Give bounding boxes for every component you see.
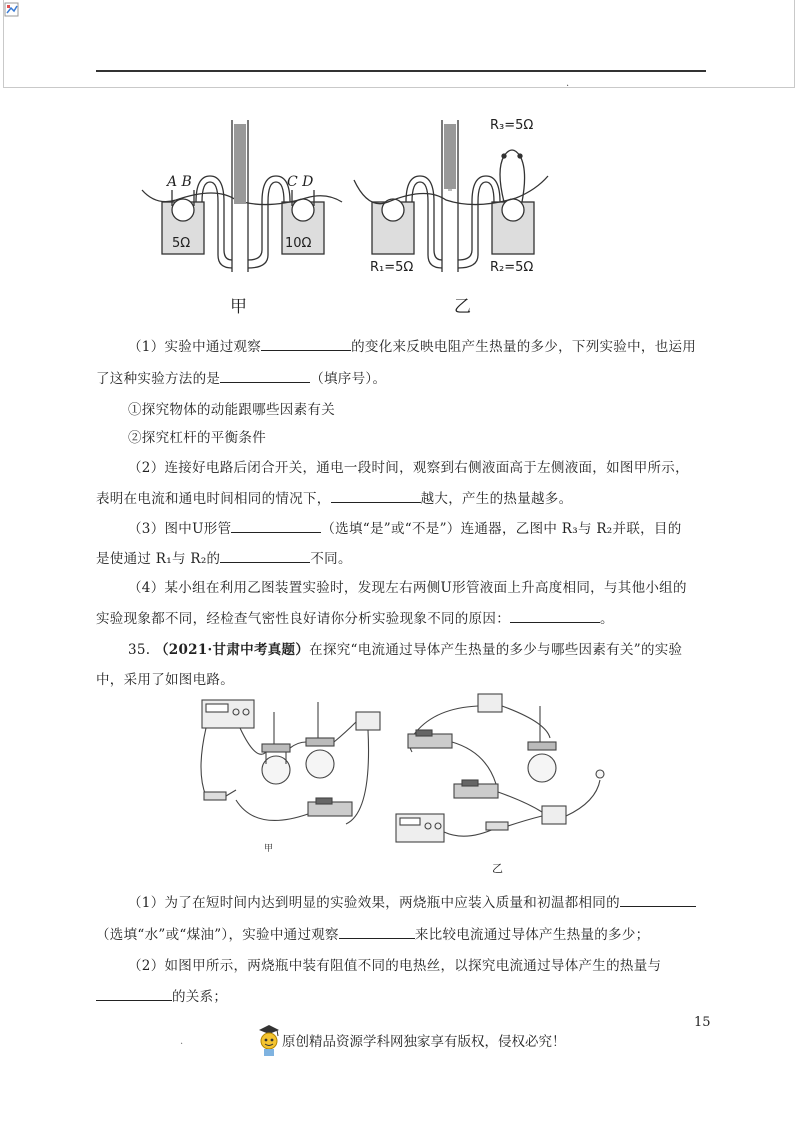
answer-blank [620,892,696,907]
q35-intro-line2: 中，采用了如图电路。 [96,672,234,688]
answer-blank [220,548,310,563]
answer-blank [339,924,415,939]
circuit-label-yi: 乙 [492,862,503,875]
broken-image-icon [4,2,20,18]
answer-blank [331,488,421,503]
figure-label-jia: 甲 [230,297,247,317]
answer-blank [510,608,600,623]
u-tube-figure [136,110,556,282]
header-dot: . [566,78,570,89]
q35-part2-line2: 的关系； [96,986,227,1007]
footer-dot: . [180,1036,184,1047]
q34-part2-line1: （2）连接好电路后闭合开关，通电一段时间，观察到右侧液面高于左侧液面，如图甲所示， [128,460,689,476]
r1-label: R₁=5Ω [370,260,414,275]
q34-option1: ①探究物体的动能跟哪些因素有关 [128,402,335,418]
q35-part1-line2: （选填“水”或“煤油”），实验中通过观察 来比较电流通过导体产生热量的多少； [96,924,649,945]
page-number: 15 [694,1015,711,1030]
q34-part4-line2: 实验现象都不同，经检查气密性良好请你分析实验现象不同的原因： 。 [96,608,614,629]
q35-part1-line1: （1）为了在短时间内达到明显的实验效果，两烧瓶中应装入质量和初温都相同的 [128,892,696,913]
answer-blank [261,336,351,351]
q34-part1-line2: 了这种实验方法的是 （填序号）。 [96,368,386,389]
answer-blank [96,986,172,1001]
q35-intro-line1: 35. （2021·甘肃中考真题）在探究“电流通过导体产生热量的多少与哪些因素有关”的实验 [128,642,683,658]
right-terminals-label: C D [287,174,314,190]
right-resistance-label: 10Ω [285,236,312,251]
r3-label: R₃=5Ω [490,118,534,133]
answer-blank [231,518,321,533]
q34-part1-line1: （1）实验中通过观察 的变化来反映电阻产生热量的多少，下列实验中，也运用 [128,336,696,357]
left-resistance-label: 5Ω [172,236,191,251]
copyright-footer [256,1020,566,1060]
header-rule [96,70,706,72]
answer-blank [220,368,310,383]
figure-label-yi: 乙 [454,297,471,317]
q34-part4-line1: （4）某小组在利用乙图装置实验时，发现左右两侧U形管液面上升高度相同，与其他小组的 [128,580,687,596]
header-frame [3,0,795,88]
mascot-icon [256,1023,282,1057]
q35-part2-line1: （2）如图甲所示，两烧瓶中装有阻值不同的电热丝，以探究电流通过导体产生的热量与 [128,958,662,974]
q34-part3-line2: 是使通过 R₁与 R₂的 不同。 [96,548,352,569]
copyright-text: 原创精品资源学科网独家享有版权，侵权必究！ [282,1034,566,1050]
left-terminals-label: A B [167,174,192,190]
circuit-label-jia: 甲 [264,844,274,854]
r2-label: R₂=5Ω [490,260,534,275]
q34-part2-line2: 表明在电流和通电时间相同的情况下， 越大，产生的热量越多。 [96,488,572,509]
circuit-figure [196,692,606,874]
q34-option2: ②探究杠杆的平衡条件 [128,430,266,446]
q34-part3-line1: （3）图中U形管 （选填“是”或“不是”）连通器，乙图中 R₃与 R₂并联，目的 [128,518,682,539]
